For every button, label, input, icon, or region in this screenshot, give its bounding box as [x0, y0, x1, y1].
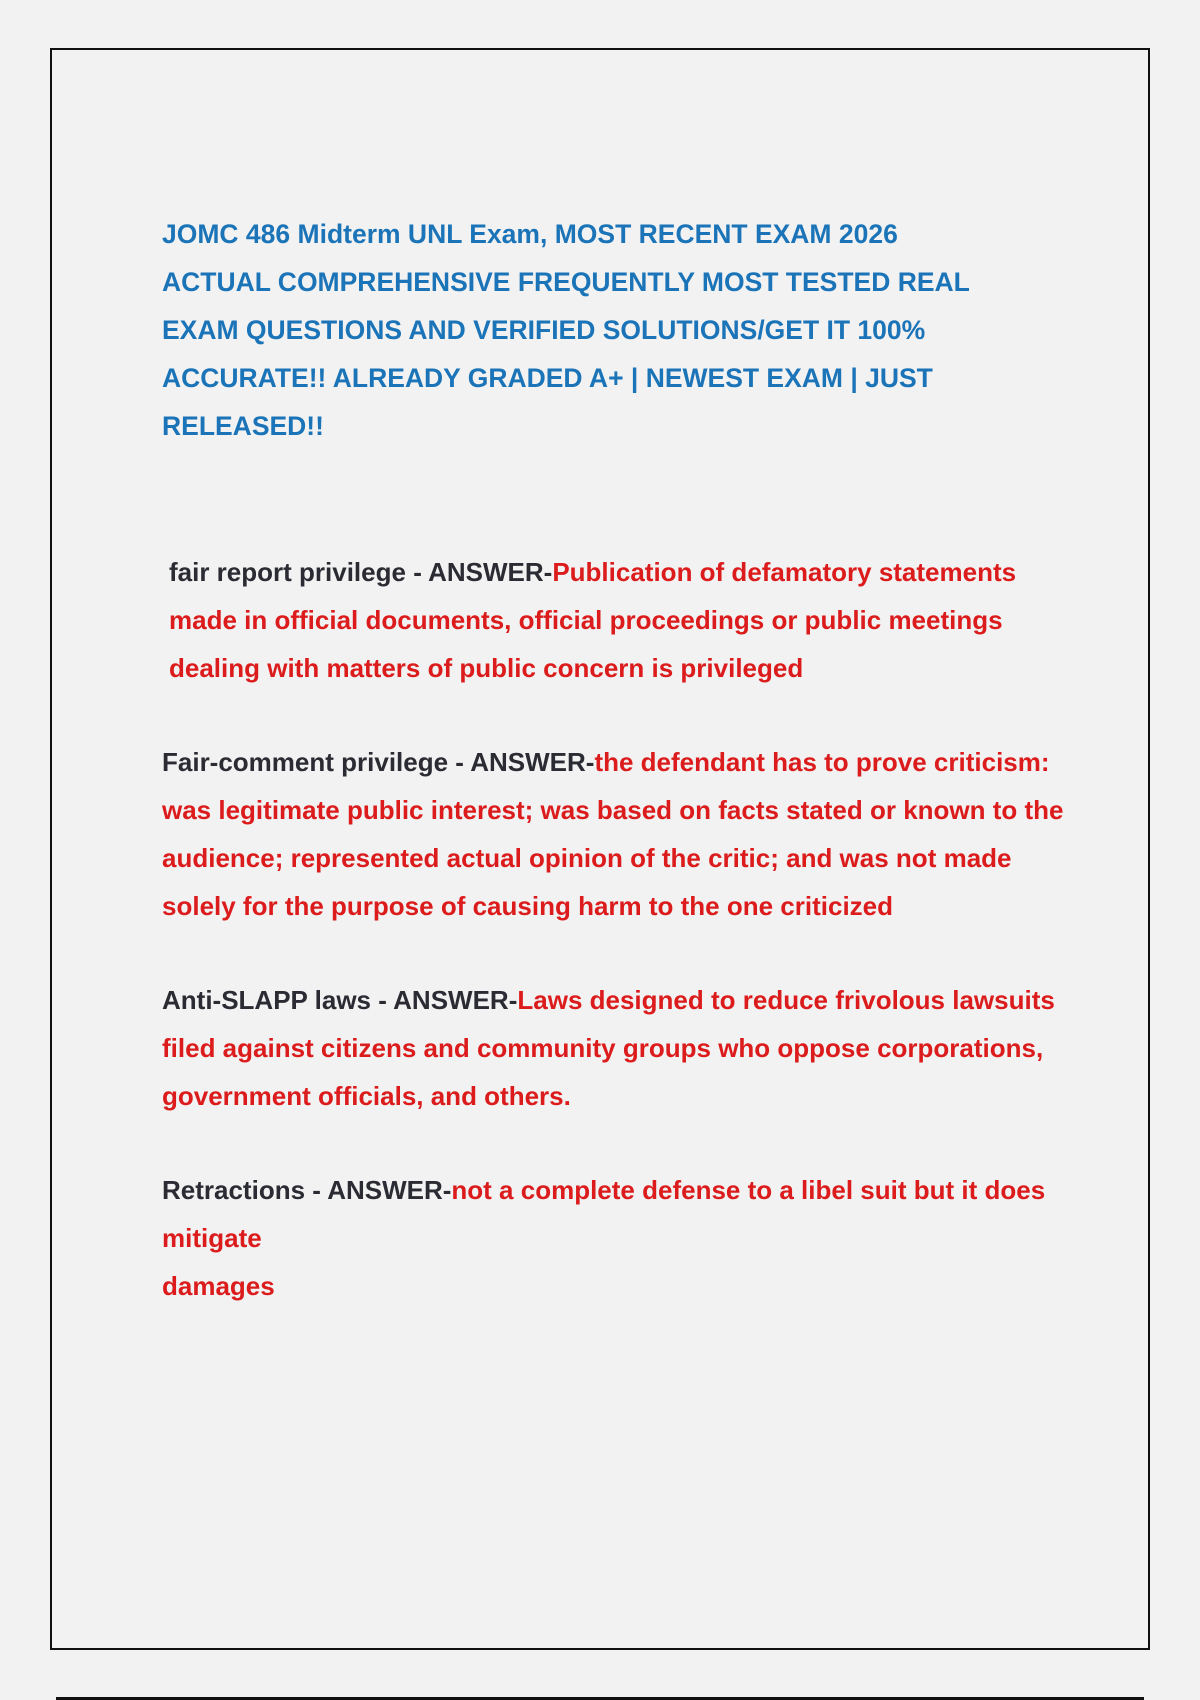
- qa-answer-continued: damages: [162, 1271, 275, 1301]
- qa-answer: Publication of defamatory statements made in official documents, official proceedings or public meetings dealing with matters of public concern is privileged: [169, 557, 1017, 683]
- document-title: JOMC 486 Midterm UNL Exam, MOST RECENT EXAM 2026 ACTUAL COMPREHENSIVE FREQUENTLY MOST TESTED REAL EXAM QUESTIONS AND VERIFIED SOLUTIONS/GET IT 100% ACCURATE!! ALREADY GRADED A+ | NEWEST EXAM | JUST RELEASED!!: [162, 219, 970, 441]
- qa-answer: the defendant has to prove criticism: was legitimate public interest; was based on facts stated or known to the audience; represented actual opinion of the critic; and was not made solely for the purpose of causing harm to the one criticized: [162, 747, 1064, 921]
- qa-answer: Laws designed to reduce frivolous lawsuits filed against citizens and community groups who oppose corporations, government officials, and others.: [162, 985, 1055, 1111]
- qa-list: [162, 548, 1092, 1310]
- qa-item-fair-report-privilege: [162, 548, 1092, 692]
- document-content: [162, 210, 1092, 1356]
- qa-item-retractions: [162, 1166, 1092, 1310]
- qa-term: Retractions: [162, 1175, 306, 1205]
- document-page: [50, 48, 1150, 1650]
- qa-answer: not a complete defense to a libel suit but it does mitigate: [162, 1175, 1046, 1253]
- answer-separator: - ANSWER-: [448, 747, 595, 777]
- answer-separator: - ANSWER-: [405, 557, 553, 587]
- qa-term: fair report privilege: [169, 557, 406, 587]
- answer-separator: - ANSWER-: [305, 1175, 452, 1205]
- qa-term: Anti-SLAPP laws: [162, 985, 372, 1015]
- answer-separator: - ANSWER-: [371, 985, 518, 1015]
- qa-item-anti-slapp-laws: [162, 976, 1092, 1120]
- qa-item-fair-comment-privilege: [162, 738, 1092, 930]
- qa-term: Fair-comment privilege: [162, 747, 449, 777]
